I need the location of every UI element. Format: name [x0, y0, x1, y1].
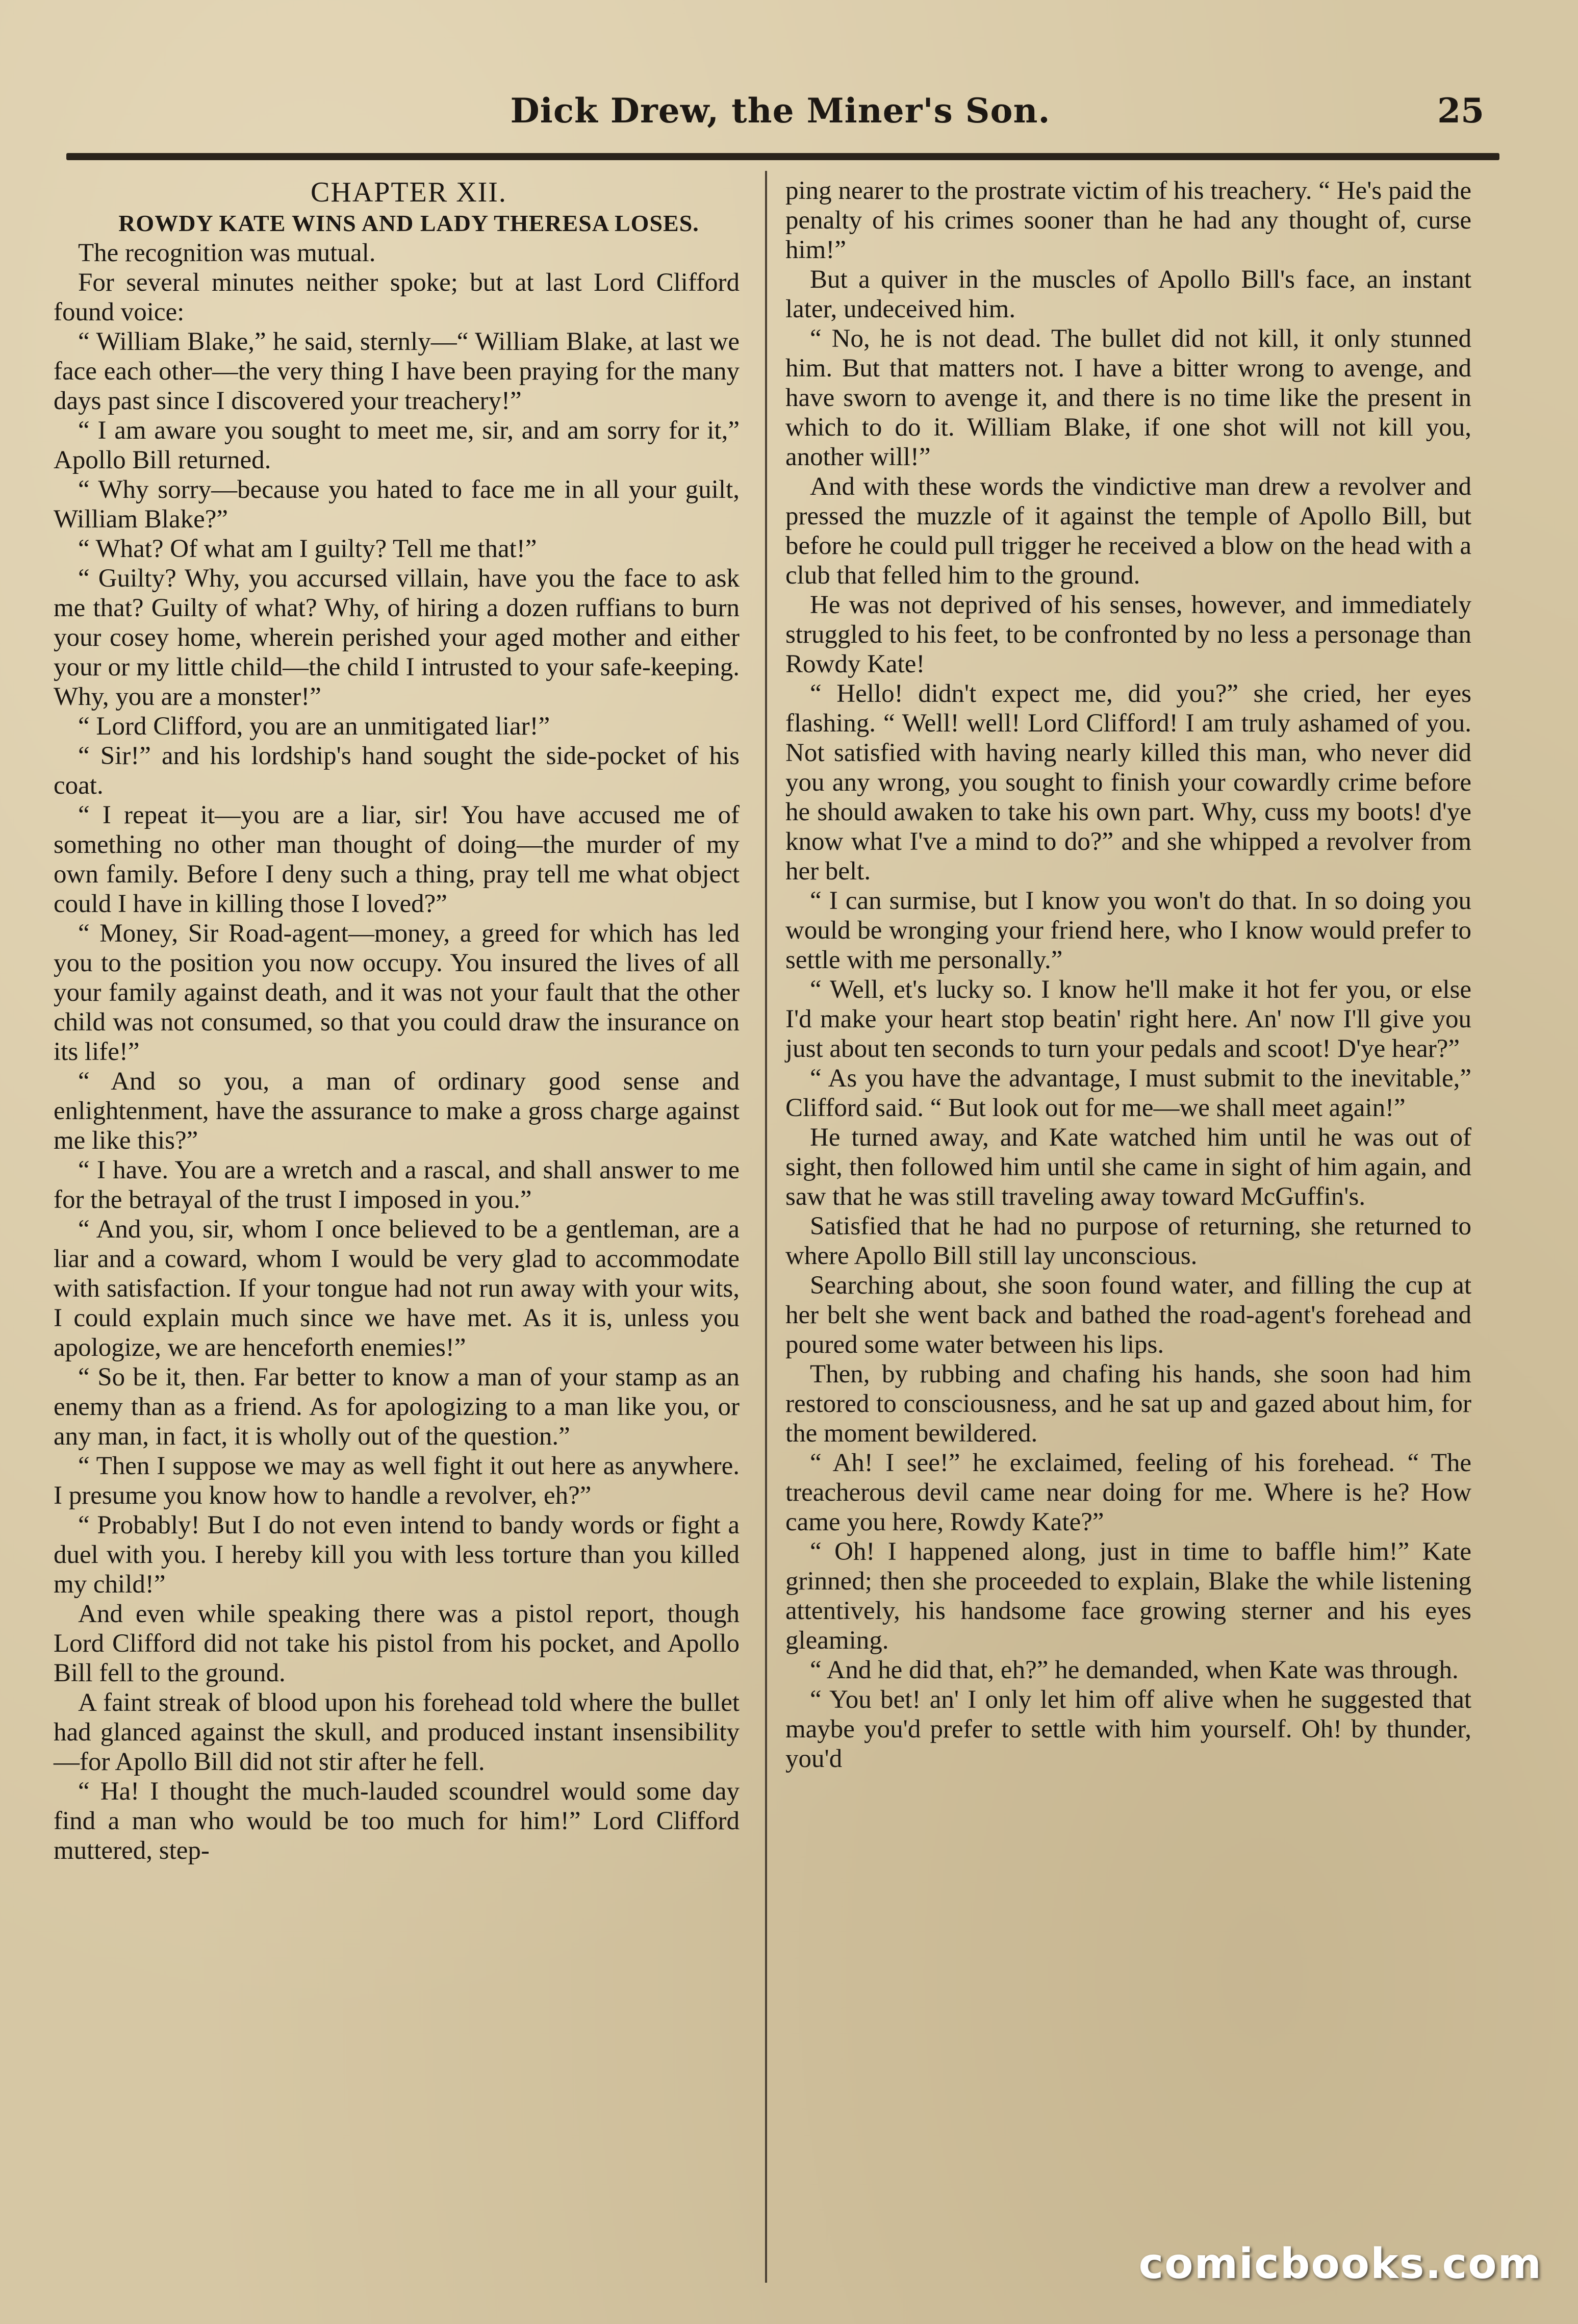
paragraph: “ Guilty? Why, you accursed villain, have you the face to ask me that? Guilty of what? Why, of hiring a dozen ruffians to burn your cosey home, wherein perished your aged mother and either your or my little child—the child I intrusted to your safe-keeping. Why, you are a monster!”	[54, 564, 740, 711]
paragraph-continuation: ping nearer to the prostrate victim of his treachery. “ He's paid the penalty of his crimes sooner than he had any thought of, curse him!”	[785, 176, 1471, 264]
paragraph: “ Then I suppose we may as well fight it out here as anywhere. I presume you know how to handle a revolver, eh?”	[54, 1452, 740, 1510]
right-column	[785, 176, 1471, 1774]
paragraph: “ Why sorry—because you hated to face me in all your guilt, William Blake?”	[54, 475, 740, 534]
paragraph: “ Lord Clifford, you are an unmitigated liar!”	[78, 712, 550, 741]
paragraph: “ Probably! But I do not even intend to bandy words or fight a duel with you. I hereby kill you with less torture than you killed my child!”	[54, 1511, 740, 1599]
paragraph: He was not deprived of his senses, however, and immediately struggled to his feet, to be confronted by no less a personage than Rowdy Kate!	[785, 591, 1471, 678]
chapter-subtitle: ROWDY KATE WINS AND LADY THERESA LOSES.	[118, 210, 699, 236]
paragraph: “ Ha! I thought the much-lauded scoundrel would some day find a man who would be too much for him!” Lord Clifford muttered, step-	[54, 1777, 740, 1865]
left-column	[54, 176, 740, 1865]
paragraph: “ Sir!” and his lordship's hand sought the side-pocket of his coat.	[54, 742, 740, 800]
paragraph: A faint streak of blood upon his forehead told where the bullet had glanced against the skull, and produced instant insensibility—for Apollo Bill did not stir after he fell.	[54, 1688, 740, 1776]
paragraph: And with these words the vindictive man drew a revolver and pressed the muzzle of it against the temple of Apollo Bill, but before he could pull trigger he received a blow on the head with a club that felled him to the ground.	[785, 472, 1471, 590]
paragraph: For several minutes neither spoke; but at last Lord Clifford found voice:	[54, 268, 740, 326]
paragraph: “ Oh! I happened along, just in time to baffle him!” Kate grinned; then she proceeded to explain, Blake the while listening attentively, his handsome face growing sterner and his eyes gleaming.	[785, 1537, 1471, 1655]
paragraph: “ Ah! I see!” he exclaimed, feeling of his forehead. “ The treacherous devil came near doing for me. Where is he? How came you here, Rowdy Kate?”	[785, 1449, 1471, 1536]
paragraph: He turned away, and Kate watched him until he was out of sight, then followed him until she came in sight of him again, and saw that he was still traveling away toward McGuffin's.	[785, 1123, 1471, 1211]
paragraph: “ And you, sir, whom I once believed to be a gentleman, are a liar and a coward, whom I would be very glad to accommodate with satisfaction. If your tongue had not run away with your wits, I could explain much since we have met. As it is, unless you apologize, we are henceforth enemies!”	[54, 1215, 740, 1362]
paragraph: “ And so you, a man of ordinary good sense and enlightenment, have the assurance to make a gross charge against me like this?”	[54, 1067, 740, 1155]
paragraph: “ Hello! didn't expect me, did you?” she cried, her eyes flashing. “ Well! well! Lord Clifford! I am truly ashamed of you. Not satisfied with having nearly killed this man, who never did you any wrong, you sought to finish your cowardly crime before he should awaken to take his own part. Why, cuss my boots! d'ye know what I've a mind to do?” and she whipped a revolver from her belt.	[785, 679, 1471, 886]
paragraph: “ I am aware you sought to meet me, sir, and am sorry for it,” Apollo Bill returned.	[54, 416, 740, 474]
paragraph: “ What? Of what am I guilty? Tell me that!”	[78, 535, 537, 563]
paragraph: Satisfied that he had no purpose of returning, she returned to where Apollo Bill still lay unconscious.	[785, 1212, 1471, 1270]
paragraph: “ Well, et's lucky so. I know he'll make it hot fer you, or else I'd make your heart stop beatin' right here. An' now I'll give you just about ten seconds to turn your pedals and scoot! D'ye hear?”	[785, 975, 1471, 1063]
paragraph: “ I have. You are a wretch and a rascal, and shall answer to me for the betrayal of the trust I imposed in you.”	[54, 1156, 740, 1214]
watermark: comicbooks.com	[1138, 2240, 1542, 2288]
paragraph: “ No, he is not dead. The bullet did not kill, it only stunned him. But that matters not. I have a bitter wrong to avenge, and have sworn to avenge it, and there is no time like the present in which to do it. William Blake, if one shot will not kill you, another will!”	[785, 324, 1471, 471]
running-title: Dick Drew, the Miner's Son.	[510, 91, 1051, 131]
header-rule	[66, 153, 1499, 160]
chapter-heading: CHAPTER XII.	[311, 176, 507, 208]
paragraph: “ And he did that, eh?” he demanded, when Kate was through.	[810, 1656, 1459, 1684]
column-divider	[765, 171, 767, 2283]
paragraph: Then, by rubbing and chafing his hands, she soon had him restored to consciousness, and he sat up and gazed about him, for the moment bewildered.	[785, 1360, 1471, 1448]
paragraph: But a quiver in the muscles of Apollo Bill's face, an instant later, undeceived him.	[785, 265, 1471, 323]
paragraph: “ I repeat it—you are a liar, sir! You have accused me of something no other man thought of doing—the murder of my own family. Before I deny such a thing, pray tell me what object could I have in killing those I loved?”	[54, 801, 740, 918]
paragraph: “ You bet! an' I only let him off alive when he suggested that maybe you'd prefer to settle with him yourself. Oh! by thunder, you'd	[785, 1685, 1471, 1773]
paragraph: “ I can surmise, but I know you won't do that. In so doing you would be wronging your friend here, who I know would prefer to settle with me personally.”	[785, 887, 1471, 974]
paragraph: The recognition was mutual.	[78, 239, 376, 267]
paragraph: “ So be it, then. Far better to know a man of your stamp as an enemy than as a friend. As for apologizing to a man like you, or any man, in fact, it is wholly out of the question.”	[54, 1363, 740, 1451]
paragraph: “ William Blake,” he said, sternly—“ William Blake, at last we face each other—the very thing I have been praying for the many days past since I discovered your treachery!”	[54, 327, 740, 415]
page-header	[66, 82, 1494, 148]
paragraph: “ Money, Sir Road-agent—money, a greed for which has led you to the position you now occupy. You insured the lives of all your family against death, and it was not your fault that the other child was not consumed, so that you could draw the insurance on its life!”	[54, 919, 740, 1066]
paragraph: Searching about, she soon found water, and filling the cup at her belt she went back and bathed the road-agent's forehead and poured some water between his lips.	[785, 1271, 1471, 1359]
paragraph: And even while speaking there was a pistol report, though Lord Clifford did not take his pistol from his pocket, and Apollo Bill fell to the ground.	[54, 1600, 740, 1687]
page-number: 25	[1437, 91, 1484, 131]
paragraph: “ As you have the advantage, I must submit to the inevitable,” Clifford said. “ But look out for me—we shall meet again!”	[785, 1064, 1471, 1122]
